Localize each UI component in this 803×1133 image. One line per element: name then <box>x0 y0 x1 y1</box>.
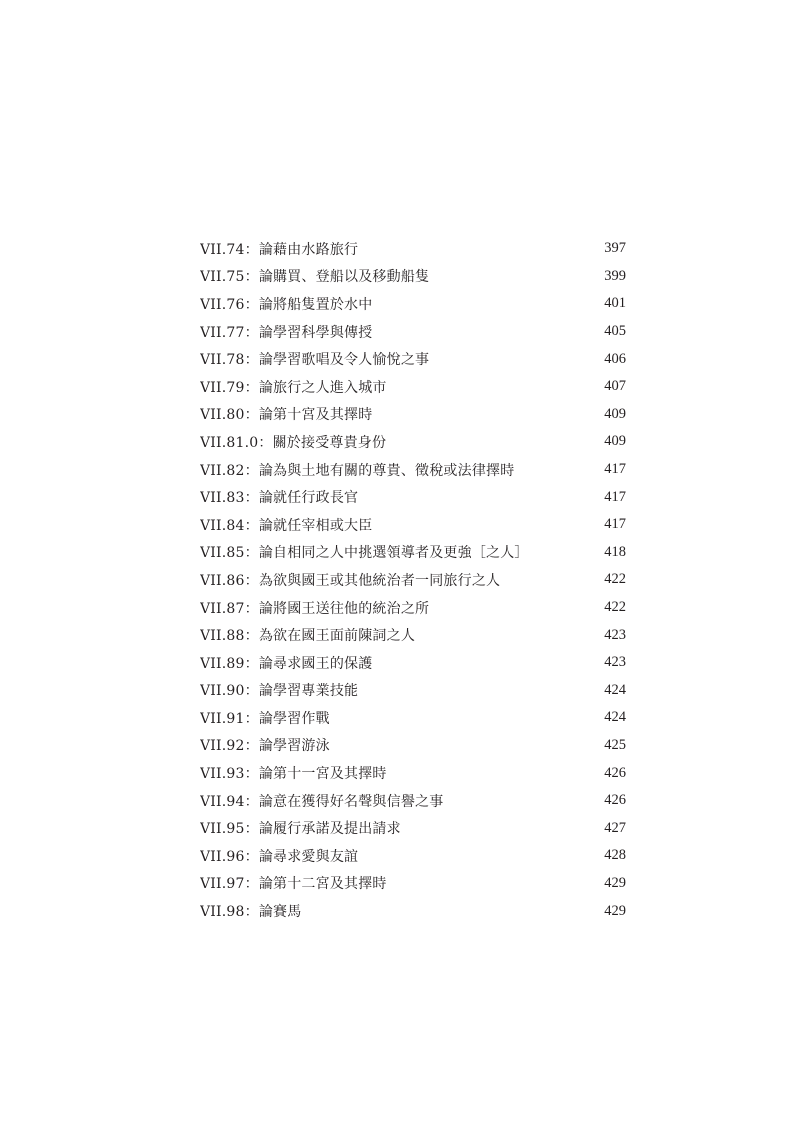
toc-entry-page-number: 428 <box>604 847 626 864</box>
toc-entry-page-number: 424 <box>604 681 626 698</box>
toc-entry-page-number: 397 <box>604 240 626 257</box>
toc-entry-title: VII.84：論就任宰相或大臣 <box>200 517 373 534</box>
toc-entry-title: VII.91：論學習作戰 <box>200 710 330 727</box>
toc-entry-title: VII.89：論尋求國王的保護 <box>200 655 373 672</box>
toc-entry-page-number: 418 <box>604 543 626 560</box>
toc-entry <box>200 345 626 373</box>
toc-entry <box>200 704 626 732</box>
toc-entry-title: VII.83：論就任行政長官 <box>200 490 359 507</box>
toc-entry <box>200 594 626 622</box>
toc-entry-title: VII.76：論將船隻置於水中 <box>200 296 373 313</box>
toc-entry-page-number: 422 <box>604 571 626 588</box>
toc-entry-page-number: 422 <box>604 599 626 616</box>
toc-entry <box>200 290 626 318</box>
toc-entry-page-number: 406 <box>604 350 626 367</box>
toc-entry <box>200 401 626 429</box>
toc-entry-title: VII.93：論第十一宮及其擇時 <box>200 766 387 783</box>
toc-entry-page-number: 405 <box>604 323 626 340</box>
toc-entry <box>200 621 626 649</box>
toc-entry-title: VII.87：論將國王送往他的統治之所 <box>200 600 430 617</box>
toc-entry <box>200 759 626 787</box>
toc-entry <box>200 787 626 815</box>
toc-entry <box>200 677 626 705</box>
toc-entry-page-number: 417 <box>604 461 626 478</box>
toc-entry-title: VII.95：論履行承諾及提出請求 <box>200 821 401 838</box>
toc-entry <box>200 842 626 870</box>
toc-entry-title: VII.98：論賽馬 <box>200 904 302 921</box>
toc-entry <box>200 814 626 842</box>
toc-entry-page-number: 424 <box>604 709 626 726</box>
toc-entry <box>200 732 626 760</box>
toc-entry-title: VII.74：論藉由水路旅行 <box>200 241 359 258</box>
toc-entry <box>200 870 626 898</box>
toc-entry-title: VII.90：論學習專業技能 <box>200 683 359 700</box>
toc-entry <box>200 483 626 511</box>
toc-entry-title: VII.96：論尋求愛與友誼 <box>200 848 359 865</box>
toc-entry-title: VII.85：論自相同之人中挑選領導者及更強［之人］ <box>200 545 529 562</box>
toc-entry-page-number: 407 <box>604 378 626 395</box>
toc-entry-title: VII.77：論學習科學與傳授 <box>200 324 373 341</box>
toc-entry <box>200 235 626 263</box>
toc-entry-title: VII.81.0：關於接受尊貴身份 <box>200 434 387 451</box>
toc-entry <box>200 566 626 594</box>
toc-entry-title: VII.88：為欲在國王面前陳詞之人 <box>200 628 416 645</box>
toc-entry-title: VII.75：論購買、登船以及移動船隻 <box>200 269 430 286</box>
toc-entry-title: VII.82：論為與土地有關的尊貴、徵稅或法律擇時 <box>200 462 515 479</box>
toc-entry-page-number: 409 <box>604 405 626 422</box>
toc-entry <box>200 318 626 346</box>
toc-entry-title: VII.78：論學習歌唱及令人愉悅之事 <box>200 352 430 369</box>
toc-entry-page-number: 417 <box>604 516 626 533</box>
table-of-contents <box>200 235 626 925</box>
toc-entry-page-number: 426 <box>604 792 626 809</box>
toc-entry <box>200 456 626 484</box>
toc-entry-page-number: 425 <box>604 736 626 753</box>
toc-entry-page-number: 429 <box>604 902 626 919</box>
toc-entry-title: VII.80：論第十宮及其擇時 <box>200 407 373 424</box>
toc-entry-title: VII.92：論學習游泳 <box>200 738 330 755</box>
toc-entry-title: VII.94：論意在獲得好名聲與信譽之事 <box>200 793 444 810</box>
toc-entry-page-number: 423 <box>604 626 626 643</box>
toc-entry <box>200 428 626 456</box>
toc-entry <box>200 897 626 925</box>
toc-entry-title: VII.86：為欲與國王或其他統治者一同旅行之人 <box>200 572 501 589</box>
toc-entry-page-number: 426 <box>604 764 626 781</box>
toc-entry-title: VII.97：論第十二宮及其擇時 <box>200 876 387 893</box>
toc-entry <box>200 649 626 677</box>
toc-entry-page-number: 409 <box>604 433 626 450</box>
toc-entry <box>200 373 626 401</box>
toc-entry <box>200 511 626 539</box>
toc-entry-page-number: 417 <box>604 488 626 505</box>
toc-entry <box>200 539 626 567</box>
toc-entry <box>200 263 626 291</box>
toc-entry-page-number: 429 <box>604 874 626 891</box>
toc-entry-title: VII.79：論旅行之人進入城市 <box>200 379 387 396</box>
toc-entry-page-number: 423 <box>604 654 626 671</box>
toc-entry-page-number: 427 <box>604 819 626 836</box>
toc-entry-page-number: 401 <box>604 295 626 312</box>
toc-entry-page-number: 399 <box>604 267 626 284</box>
